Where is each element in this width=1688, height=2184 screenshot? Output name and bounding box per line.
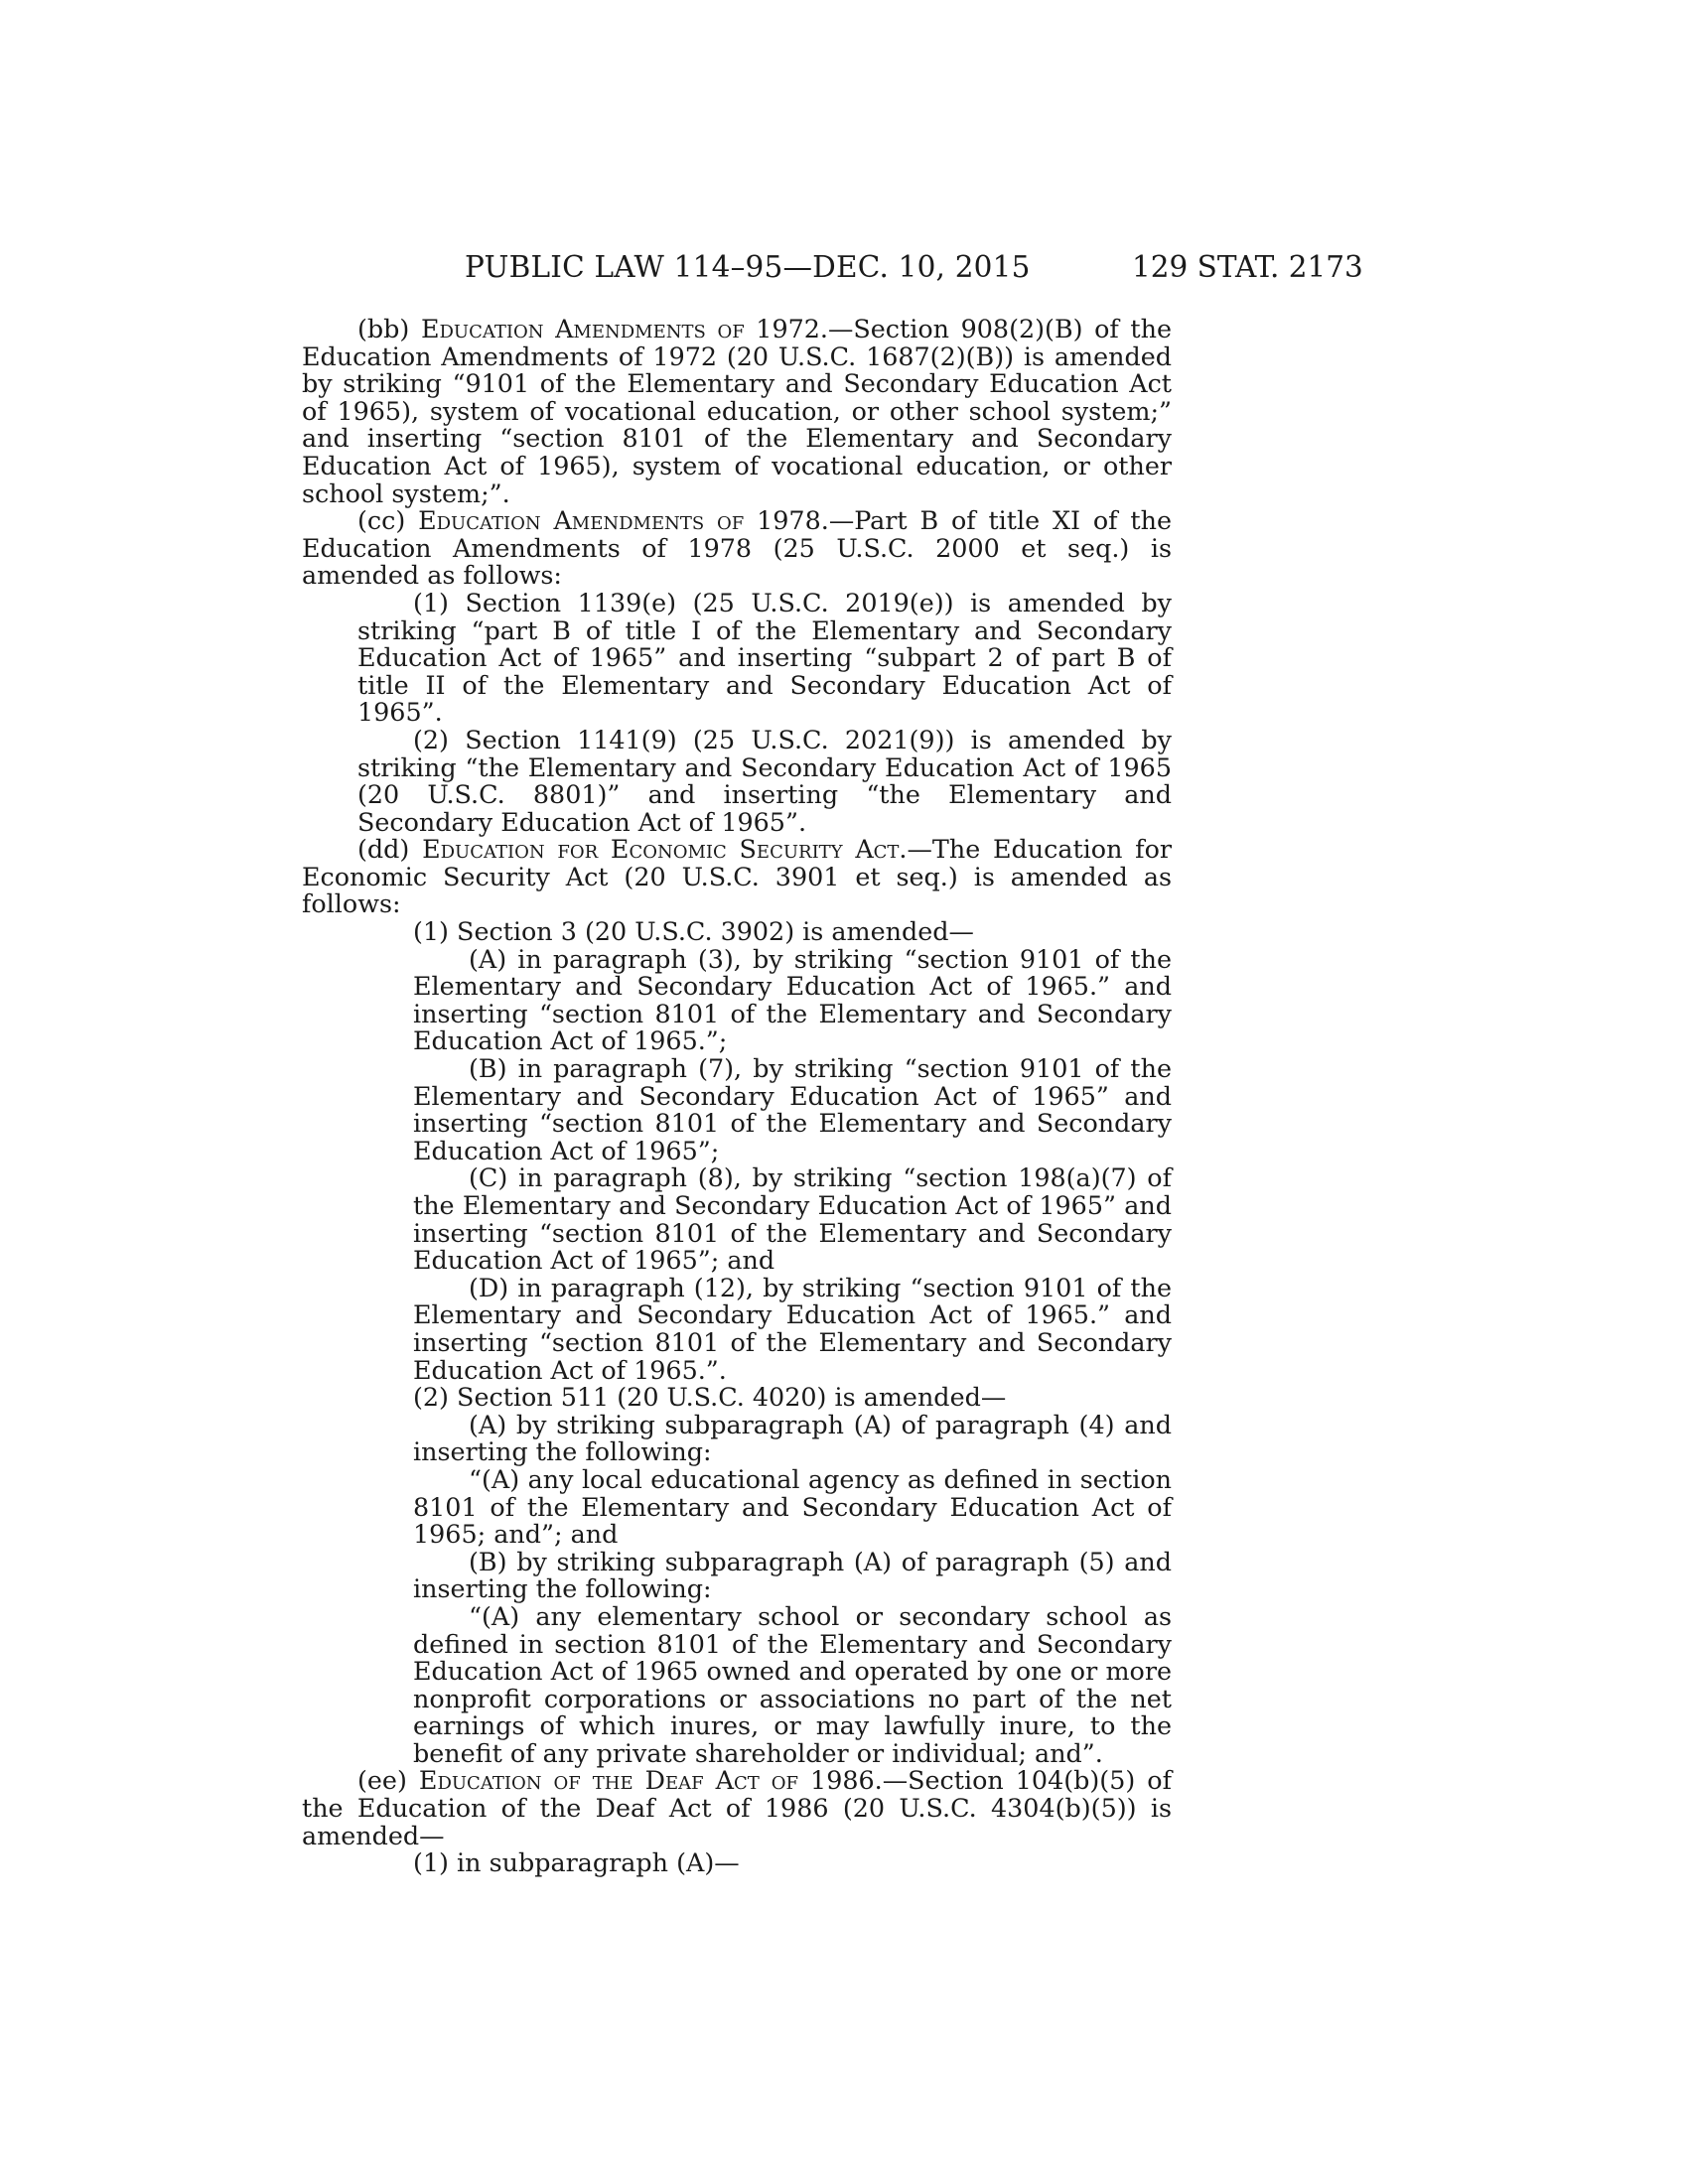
running-head: PUBLIC LAW 114–95—DEC. 10, 2015 [465,250,1031,284]
paragraph-dd-1: (1) Section 3 (20 U.S.C. 3902) is amended— [413,916,974,947]
section-heading: Education Amendments of 1972. [420,314,828,343]
paragraph-bb: (bb) Education Amendments of 1972.—Section 908(2)(B) of the Education Amendments of 1972 (20 U.S.C. 1687(2)(B)) is amended by striking “9101 of the Elementary and Secondary Education Act of 1965), system of vocational education, or other school system;” and inserting “section 8101 of the Elementary and Secondary Education Act of 1965), system of vocational education, or other school system;”. [302,314,1172,508]
paragraph-cc-1: (1) Section 1139(e) (25 U.S.C. 2019(e)) is amended by striking “part B of title I of the Elementary and Secondary Education Act of 1965” and inserting “subpart 2 of part B of title II of the Elementary and Secondary Education Act of 1965”. [357,587,1172,728]
paragraph-dd-1-D: (D) in paragraph (12), by striking “section 9101 of the Elementary and Secondary Education Act of 1965.” and inserting “section 8101 of the Elementary and Secondary Education Act of 1965.”. [413,1272,1172,1385]
paragraph-dd-2-B: (B) by striking subparagraph (A) of paragraph (5) and inserting the following: [413,1546,1172,1604]
paragraph-dd-1-C: (C) in paragraph (8), by striking “section 198(a)(7) of the Elementary and Secondary Education Act of 1965” and inserting “section 8101 of the Elementary and Secondary Education Act of 1965”; and [413,1162,1172,1276]
section-heading: Education Amendments of 1978. [418,505,829,536]
section-heading: Education for Economic Security Act. [422,834,908,865]
paragraph-dd: (dd) Education for Economic Security Act.—The Education for Economic Security Act (20 U.S.C. 3901 et seq.) is amended as follows: [302,834,1172,919]
quoted-paragraph-A: “(A) any elementary school or secondary school as defined in section 8101 of the Elementary and Secondary Education Act of 1965 owned and operated by one or more nonprofit corporations or associations no part of the net earnings of which inures, or may lawfully inure, to the benefit of any private shareholder or individual; and”. [413,1600,1172,1768]
paragraph-dd-2: (2) Section 511 (20 U.S.C. 4020) is amended— [413,1382,1007,1413]
paragraph-ee-1: (1) in subparagraph (A)— [413,1847,740,1878]
paragraph-ee: (ee) Education of the Deaf Act of 1986.—Section 104(b)(5) of the Education of the Deaf Act of 1986 (20 U.S.C. 4304(b)(5)) is amended— [302,1765,1172,1850]
paragraph-dd-2-A: (A) by striking subparagraph (A) of paragraph (4) and inserting the following: [413,1409,1172,1467]
paragraph-cc-2: (2) Section 1141(9) (25 U.S.C. 2021(9)) is amended by striking “the Elementary and Secondary Education Act of 1965 (20 U.S.C. 8801)” and inserting “the Elementary and Secondary Education Act of 1965”. [357,724,1172,837]
page-header [0,250,1688,290]
statute-text [302,316,1172,1877]
paragraph-dd-1-B: (B) in paragraph (7), by striking “section 9101 of the Elementary and Secondary Education Act of 1965” and inserting “section 8101 of the Elementary and Secondary Education Act of 1965”; [413,1053,1172,1165]
paragraph-dd-1-A: (A) in paragraph (3), by striking “section 9101 of the Elementary and Secondary Education Act of 1965.” and inserting “section 8101 of the Elementary and Secondary Education Act of 1965.”; [413,943,1172,1056]
section-heading: Education of the Deaf Act of 1986. [418,1765,883,1796]
page-folio: 129 STAT. 2173 [1132,250,1363,284]
paragraph-cc: (cc) Education Amendments of 1978.—Part B of title XI of the Education Amendments of 1978 (25 U.S.C. 2000 et seq.) is amended as follows: [302,505,1172,591]
quoted-paragraph-A: “(A) any local educational agency as defined in section 8101 of the Elementary and Secondary Education Act of 1965; and”; and [413,1463,1172,1550]
